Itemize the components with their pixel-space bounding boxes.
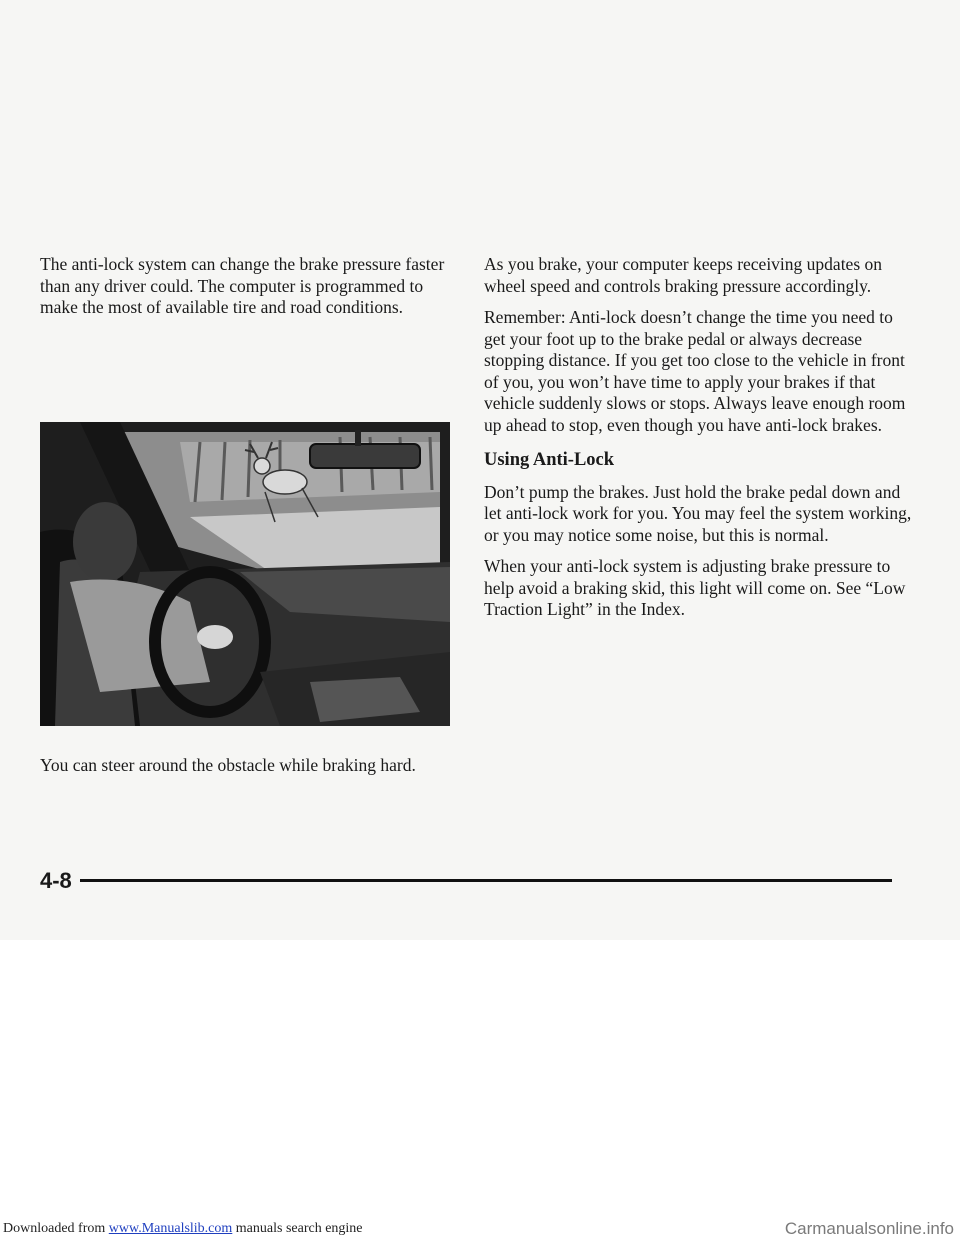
left-column <box>40 254 460 329</box>
footer-watermark: Carmanualsonline.info <box>784 1219 954 1238</box>
download-footer <box>0 1219 960 1242</box>
driver-braking-illustration <box>40 422 450 726</box>
right-column <box>484 254 914 631</box>
remember-paragraph: Remember: Anti-lock doesn’t change the time you need to get your foot up to the brake pedal or always decrease stopping distance. If you get too close to the vehicle in front of you, you won’t have time to apply your brakes if that vehicle suddenly slows or stops. Always leave enough room up ahead to stop, even though you have anti-lock brakes. <box>484 307 906 435</box>
footer-prefix: Downloaded from <box>3 1221 106 1236</box>
intro-paragraph: The anti-lock system can change the brake pressure faster than any driver could. The computer is programmed to make the most of available tire and road conditions. <box>40 254 445 317</box>
footer-suffix: manuals search engine <box>235 1221 363 1236</box>
figure-caption: You can steer around the obstacle while braking hard. <box>40 755 416 775</box>
footer-rule <box>80 879 892 882</box>
footer-source <box>3 1221 363 1237</box>
manualslib-link[interactable]: www.Manualslib.com <box>108 1221 233 1236</box>
illustration-driver-deer <box>40 422 450 726</box>
updates-paragraph: As you brake, your computer keeps receiving updates on wheel speed and controls braking pressure accordingly. <box>484 254 883 296</box>
traction-light-paragraph: When your anti-lock system is adjusting brake pressure to help avoid a braking skid, this light will come on. See “Low Traction Light” in the Index. <box>484 556 906 619</box>
pump-brakes-paragraph: Don’t pump the brakes. Just hold the brake pedal down and let anti-lock work for you. You may feel the system working, or you may notice some noise, but this is normal. <box>484 481 912 545</box>
page-number: 4-8 <box>40 868 72 893</box>
section-heading: Using Anti-Lock <box>484 450 615 470</box>
